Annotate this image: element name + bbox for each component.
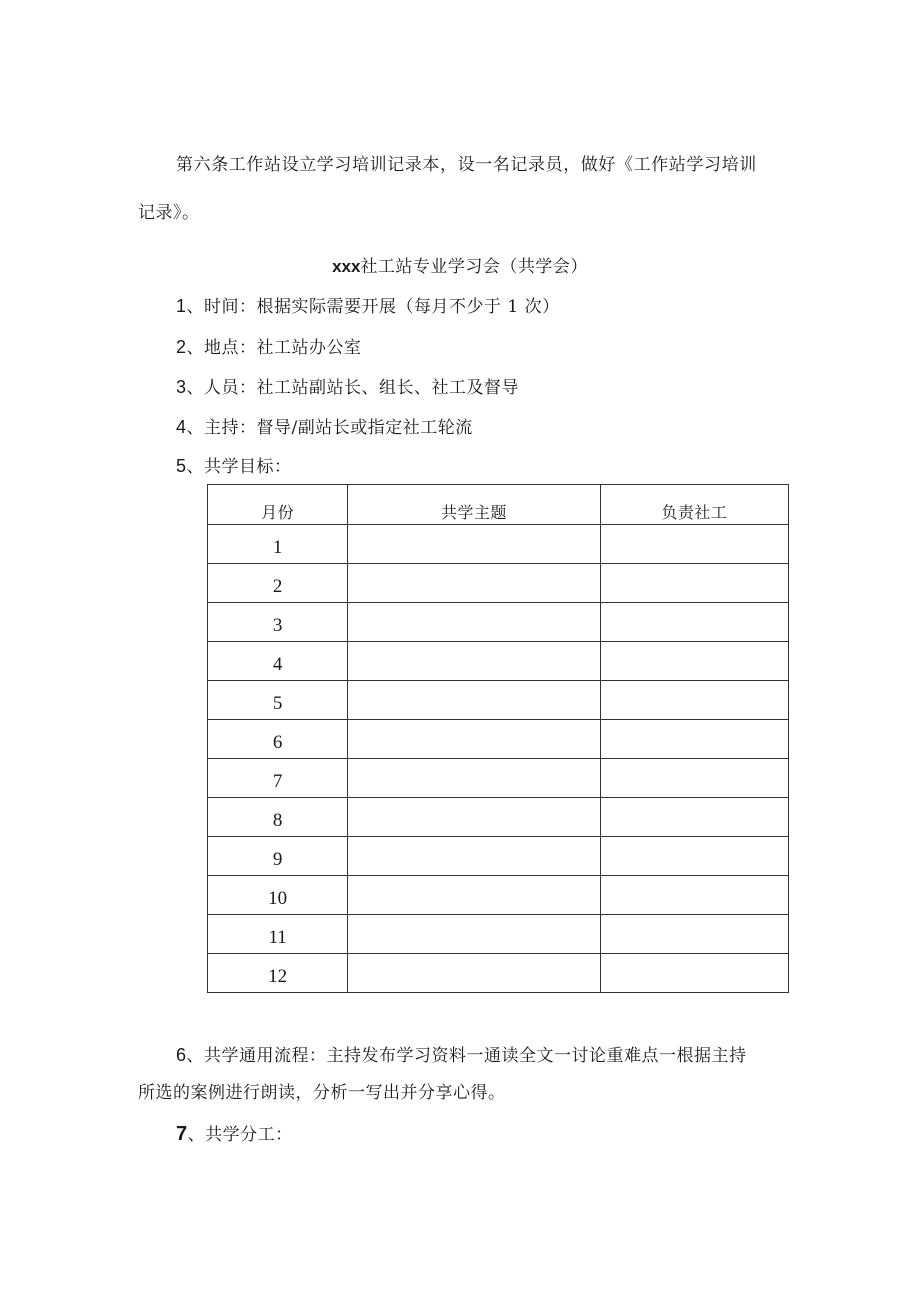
- table-row: [208, 603, 789, 642]
- division-heading: [176, 1124, 293, 1145]
- worker-cell: [600, 564, 788, 603]
- item-text: 、共学目标：: [186, 457, 292, 477]
- process-text: 、共学通用流程：主持发布学习资料一通读全文一讨论重难点一根据主持: [186, 1046, 747, 1066]
- item-number: 1: [176, 296, 187, 316]
- topic-cell: [348, 837, 600, 876]
- process-line2: 所选的案例进行朗读，分析一写出并分享心得。: [138, 1083, 506, 1103]
- table-row: [208, 759, 789, 798]
- item-number: 2: [176, 337, 187, 357]
- item-text: 、人员：社工站副站长、组长、社工及督导: [186, 378, 520, 398]
- item-number: 5: [176, 456, 187, 476]
- header-worker: 负责社工: [600, 485, 788, 525]
- month-cell: 2: [208, 564, 348, 603]
- topic-cell: [348, 564, 600, 603]
- item-text: 、时间：根据实际需要开展（每月不少于 1 次）: [186, 297, 560, 317]
- item-text: 、地点：社工站办公室: [186, 338, 362, 358]
- worker-cell: [600, 876, 788, 915]
- month-cell: 4: [208, 642, 348, 681]
- table-row: [208, 837, 789, 876]
- worker-cell: [600, 915, 788, 954]
- item-personnel: [176, 377, 519, 398]
- month-cell: 5: [208, 681, 348, 720]
- month-cell: 8: [208, 798, 348, 837]
- study-plan-table: [207, 484, 789, 993]
- article6-line1: 第六条工作站设立学习培训记录本，设一名记录员，做好《工作站学习培训: [176, 155, 757, 175]
- division-number: 7: [176, 1123, 188, 1145]
- worker-cell: [600, 837, 788, 876]
- month-cell: 3: [208, 603, 348, 642]
- month-cell: 6: [208, 720, 348, 759]
- item-text: 、主持：督导/副站长或指定社工轮流: [186, 418, 473, 438]
- worker-cell: [600, 681, 788, 720]
- topic-cell: [348, 720, 600, 759]
- table-row: [208, 564, 789, 603]
- table-row: [208, 642, 789, 681]
- worker-cell: [600, 603, 788, 642]
- topic-cell: [348, 915, 600, 954]
- month-cell: 12: [208, 954, 348, 993]
- table-row: [208, 720, 789, 759]
- worker-cell: [600, 759, 788, 798]
- item-number: 3: [176, 377, 187, 397]
- article6-line2: 记录》。: [138, 203, 200, 223]
- topic-cell: [348, 642, 600, 681]
- table-row: [208, 876, 789, 915]
- topic-cell: [348, 525, 600, 564]
- worker-cell: [600, 954, 788, 993]
- section-title: [0, 257, 920, 277]
- title-text: 社工站专业学习会（共学会）: [360, 257, 588, 277]
- table-row: [208, 915, 789, 954]
- topic-cell: [348, 876, 600, 915]
- worker-cell: [600, 720, 788, 759]
- title-prefix: xxx: [332, 257, 361, 276]
- topic-cell: [348, 759, 600, 798]
- item-number: 4: [176, 417, 187, 437]
- worker-cell: [600, 525, 788, 564]
- header-topic: 共学主题: [348, 485, 600, 525]
- worker-cell: [600, 798, 788, 837]
- table-row: [208, 798, 789, 837]
- item-time: [176, 296, 560, 317]
- table-header-row: [208, 485, 789, 525]
- header-month: 月份: [208, 485, 348, 525]
- process-line1: [176, 1045, 747, 1066]
- process-number: 6: [176, 1045, 187, 1065]
- topic-cell: [348, 954, 600, 993]
- month-cell: 7: [208, 759, 348, 798]
- division-text: 、共学分工：: [187, 1125, 293, 1145]
- table-row: [208, 681, 789, 720]
- table-row: [208, 525, 789, 564]
- topic-cell: [348, 798, 600, 837]
- topic-cell: [348, 681, 600, 720]
- item-host: [176, 417, 473, 438]
- topic-cell: [348, 603, 600, 642]
- item-goals: [176, 456, 292, 477]
- worker-cell: [600, 642, 788, 681]
- month-cell: 9: [208, 837, 348, 876]
- month-cell: 1: [208, 525, 348, 564]
- item-location: [176, 337, 362, 358]
- month-cell: 10: [208, 876, 348, 915]
- month-cell: 11: [208, 915, 348, 954]
- table-row: [208, 954, 789, 993]
